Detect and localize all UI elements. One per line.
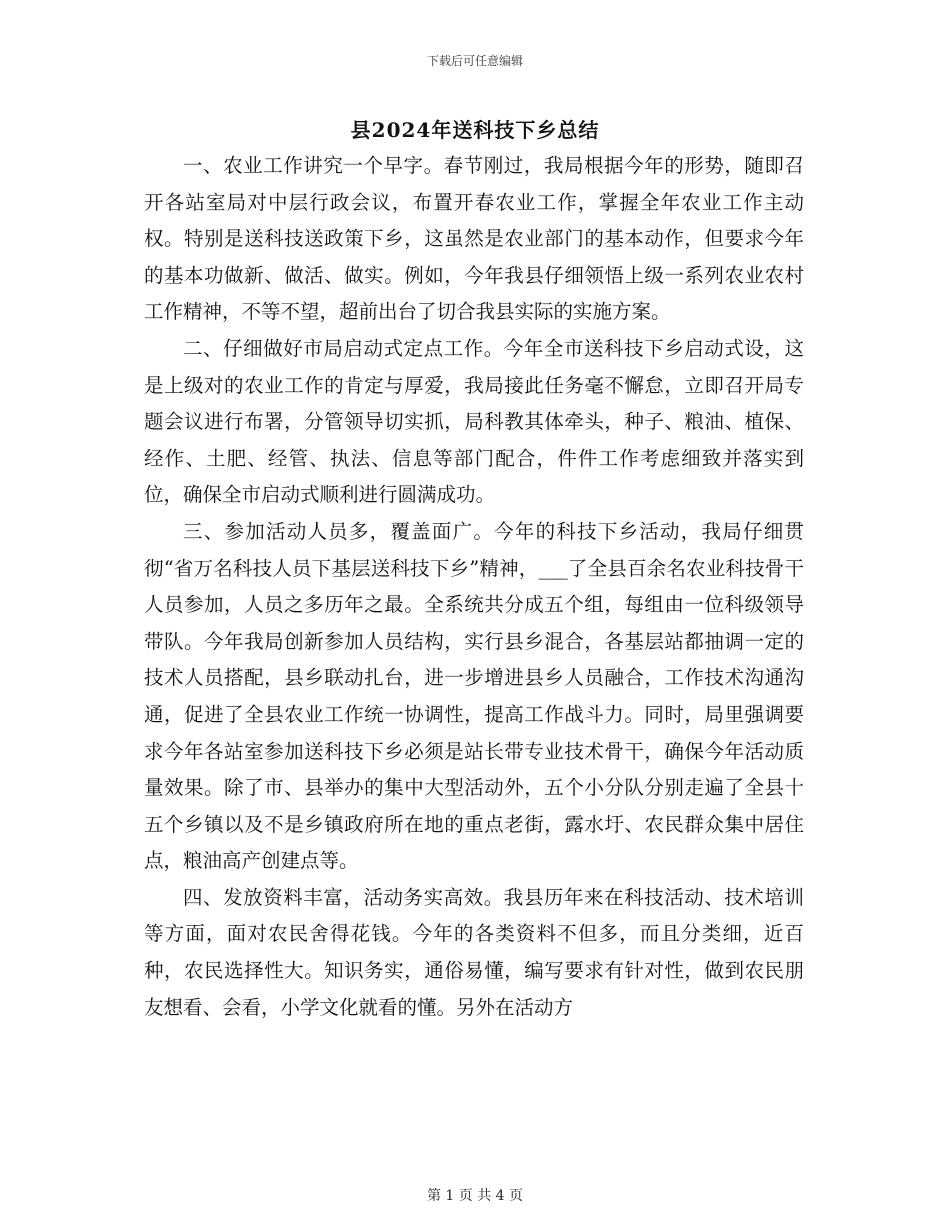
page-number: 第 1 页 共 4 页 bbox=[426, 1188, 524, 1204]
paragraph-2: 二、仔细做好市局启动式定点工作。今年全市送科技下乡启动式设，这是上级对的农业工作的肯定与厚爱，我局接此任务毫不懈怠，立即召开局专题会议进行布署，分管领导切实抓，局科教其体牵头，种子、粮油、植保、经作、土肥、经管、执法、信息等部门配合，件件工作考虑细致并落实到位，确保全市启动式顺利进行圆满成功。 bbox=[144, 336, 804, 507]
page-header: 下载后可任意编辑 bbox=[426, 54, 523, 68]
paragraph-4: 四、发放资料丰富，活动务实高效。我县历年来在科技活动、技术培训等方面，面对农民舍得花钱。今年的各类资料不但多，而且分类细，近百种，农民选择性大。知识务实，通俗易懂，编写要求有针对性，做到农民朋友想看、会看，小学文化就看的懂。另外在活动方 bbox=[144, 885, 804, 1019]
paragraph-1: 一、农业工作讲究一个早字。春节刚过，我局根据今年的形势，随即召开各站室局对中层行政会议，布置开春农业工作，掌握全年农业工作主动权。特别是送科技送政策下乡，这虽然是农业部门的基本动作，但要求今年的基本功做新、做活、做实。例如，今年我县仔细领悟上级一系列农业农村工作精神，不等不望，超前出台了切合我县实际的实施方案。 bbox=[144, 154, 804, 324]
document-title: 县2024年送科技下乡总结 bbox=[350, 118, 600, 142]
document-body bbox=[144, 148, 804, 1026]
paragraph-3: 三、参加活动人员多，覆盖面广。今年的科技下乡活动，我局仔细贯彻“省万名科技人员下基层送科技下乡”精神，___了全县百余名农业科技骨干人员参加，人员之多历年之最。全系统共分成五个组，每组由一位科级领导带队。今年我局创新参加人员结构，实行县乡混合，各基层站都抽调一定的技术人员搭配，县乡联动扎台，进一步增进县乡人员融合，工作技术沟通沟通，促进了全县农业工作统一协调性，提高工作战斗力。同时，局里强调要求今年各站室参加送科技下乡必须是站长带专业技术骨干，确保今年活动质量效果。除了市、县举办的集中大型活动外，五个小分队分别走遍了全县十五个乡镇以及不是乡镇政府所在地的重点老街，露水圩、农民群众集中居住点，粮油高产创建点等。 bbox=[144, 519, 804, 873]
